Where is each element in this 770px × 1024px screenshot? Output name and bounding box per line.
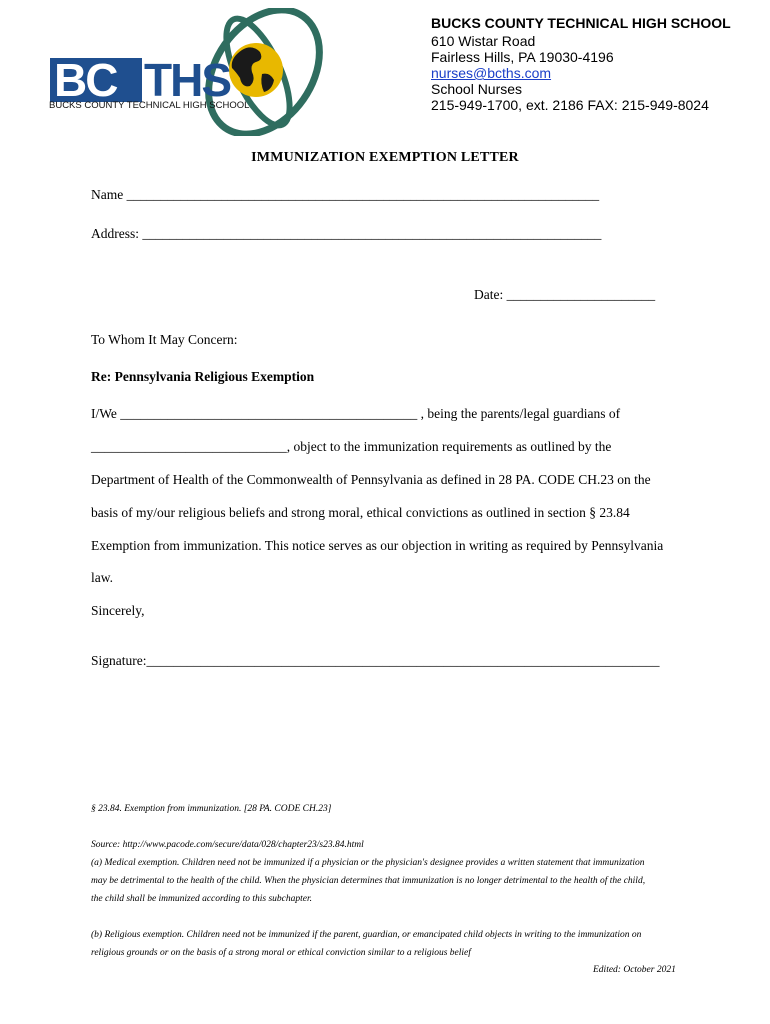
street-address: 610 Wistar Road (431, 33, 536, 49)
phone-fax: 215-949-1700, ext. 2186 FAX: 215-949-8024 (431, 97, 709, 113)
medical-exemption-line: (a) Medical exemption. Children need not be immunized if a physician or the physician's designee provides a written statement that immunization (91, 858, 645, 868)
address-field[interactable]: Address: ____________________________________________________________________ (91, 226, 602, 241)
religious-exemption-line: religious grounds or on the basis of a strong moral or ethical conviction similar to a religious belief (91, 948, 471, 958)
logo-bc-text: BC (54, 54, 117, 106)
footnote-source: Source: http://www.pacode.com/secure/data/028/chapter23/s23.84.html (91, 840, 364, 850)
re-line: Re: Pennsylvania Religious Exemption (91, 369, 315, 384)
letter-title: IMMUNIZATION EXEMPTION LETTER (251, 150, 519, 165)
school-logo (46, 8, 336, 136)
salutation: To Whom It May Concern: (91, 332, 238, 347)
medical-exemption-line: may be detrimental to the health of the child. When the physician determines that immunization is no longer detrimental to the health of the child, (91, 876, 646, 886)
globe-logo-icon (46, 8, 336, 136)
paragraph-line: Department of Health of the Commonwealth of Pennsylvania as defined in 28 PA. CODE CH.23 on the (91, 472, 651, 487)
edited-date: Edited: October 2021 (593, 965, 676, 975)
department: School Nurses (431, 81, 523, 97)
medical-exemption-line: the child shall be immunized according to this subchapter. (91, 894, 313, 904)
school-name: BUCKS COUNTY TECHNICAL HIGH SCHOOL (431, 15, 731, 31)
paragraph-line: Exemption from immunization. This notice serves as our objection in writing as required by Pennsylvania (91, 538, 664, 553)
city-address: Fairless Hills, PA 19030-4196 (431, 49, 614, 65)
paragraph-line[interactable]: I/We ____________________________________________ , being the parents/legal guardians of (91, 406, 621, 421)
footnote-heading: § 23.84. Exemption from immunization. [28 PA. CODE CH.23] (91, 804, 332, 814)
paragraph-line[interactable]: _____________________________, object to the immunization requirements as outlined by the (91, 439, 612, 454)
signature-field[interactable]: Signature:____________________________________________________________________________ (91, 653, 660, 668)
date-field[interactable]: Date: ______________________ (474, 287, 656, 302)
religious-exemption-line: (b) Religious exemption. Children need not be immunized if the parent, guardian, or emancipated child objects in writing to the immunization on (91, 930, 642, 940)
paragraph-line: law. (91, 570, 113, 585)
closing: Sincerely, (91, 603, 145, 618)
paragraph-line: basis of my/our religious beliefs and strong moral, ethical convictions as outlined in section § 23.84 (91, 505, 630, 520)
name-field[interactable]: Name ______________________________________________________________________ (91, 187, 600, 202)
email-link[interactable]: nurses@bcths.com (431, 65, 552, 81)
logo-ths-text: THS (144, 54, 230, 106)
logo-subtext: BUCKS COUNTY TECHNICAL HIGH SCHOOL (49, 100, 250, 111)
